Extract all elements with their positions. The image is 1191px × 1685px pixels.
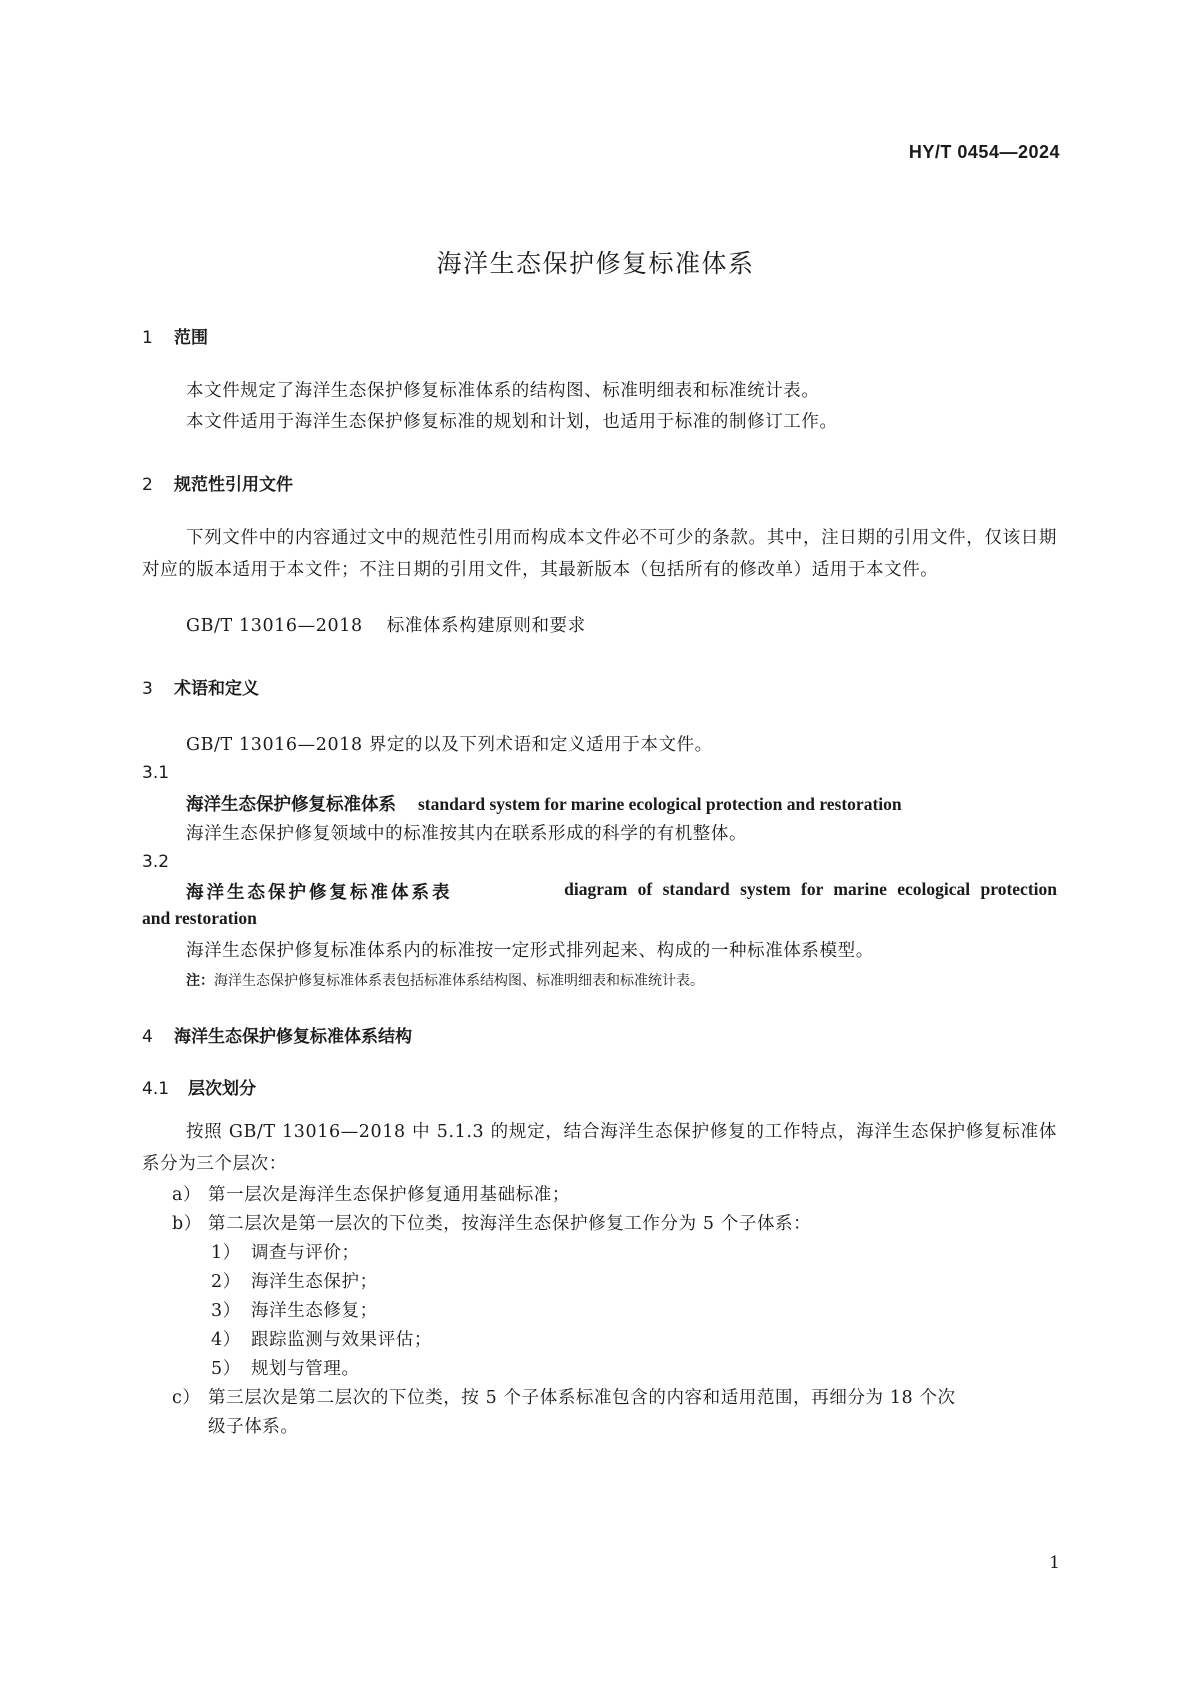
section-number: 4 xyxy=(142,1027,153,1047)
term-3-2-title xyxy=(186,879,1057,904)
section-number: 1 xyxy=(142,328,153,348)
section-title: 规范性引用文件 xyxy=(174,475,293,495)
list-item-text: 第二层次是第一层次的下位类，按海洋生态保护修复工作分为 5 个子体系： xyxy=(208,1214,812,1234)
section-title: 范围 xyxy=(174,328,208,348)
section-title: 层次划分 xyxy=(188,1079,256,1099)
section-title: 术语和定义 xyxy=(174,679,259,699)
normative-reference xyxy=(186,612,586,637)
term-3-1-number: 3.1 xyxy=(142,763,170,783)
section-3-intro: GB/T 13016—2018 界定的以及下列术语和定义适用于本文件。 xyxy=(186,735,713,755)
list-item-text: 第三层次是第二层次的下位类，按 5 个子体系标准包含的内容和适用范围，再细分为 18 个次 xyxy=(208,1388,956,1408)
list-item-text: 跟踪监测与效果评估； xyxy=(251,1330,432,1350)
term-3-2-title-continued xyxy=(142,908,257,929)
section-number: 2 xyxy=(142,475,153,495)
list-marker: 3） xyxy=(211,1301,241,1321)
term-english: standard system for marine ecological protection and restoration xyxy=(418,794,902,814)
section-4-1-heading xyxy=(142,1074,256,1099)
list-item-text: 规划与管理。 xyxy=(251,1359,360,1379)
note-label: 注： xyxy=(186,973,214,989)
sub-list-item xyxy=(211,1355,360,1380)
sub-list-item xyxy=(211,1297,378,1322)
list-marker: 1） xyxy=(211,1243,241,1263)
reference-title: 标准体系构建原则和要求 xyxy=(386,616,586,636)
term-3-1-title xyxy=(186,791,902,816)
section-4-1-paragraph: 按照 GB/T 13016—2018 中 5.1.3 的规定，结合海洋生态保护修复的工作特点，海洋生态保护修复标准体系分为三个层次： xyxy=(142,1122,1057,1174)
section-title: 海洋生态保护修复标准体系结构 xyxy=(174,1027,412,1047)
section-4-heading xyxy=(142,1022,412,1047)
section-number: 4.1 xyxy=(142,1079,170,1099)
list-item xyxy=(172,1384,956,1409)
sub-list-item xyxy=(211,1268,378,1293)
list-item xyxy=(172,1210,811,1235)
list-item-text: 第一层次是海洋生态保护修复通用基础标准； xyxy=(208,1185,570,1205)
list-marker: c） xyxy=(172,1388,201,1408)
term-3-2-note xyxy=(186,970,704,990)
list-item-text: 海洋生态修复； xyxy=(251,1301,378,1321)
term-3-2-definition: 海洋生态保护修复标准体系内的标准按一定形式排列起来、构成的一种标准体系模型。 xyxy=(186,941,874,961)
term-english: diagram of standard system for marine ecological protection xyxy=(564,879,1057,899)
list-item-text: 调查与评价； xyxy=(251,1243,360,1263)
sub-list-item xyxy=(211,1326,432,1351)
term-3-1-definition: 海洋生态保护修复领域中的标准按其内在联系形成的科学的有机整体。 xyxy=(186,824,748,844)
section-2-heading xyxy=(142,470,293,495)
list-item-text: 海洋生态保护； xyxy=(251,1272,378,1292)
page-number: 1 xyxy=(1049,1553,1060,1573)
document-title: 海洋生态保护修复标准体系 xyxy=(436,249,755,278)
term-chinese: 海洋生态保护修复标准体系表 xyxy=(186,883,453,903)
list-marker: 2） xyxy=(211,1272,241,1292)
reference-code: GB/T 13016—2018 xyxy=(186,616,363,636)
standard-code: HY/T 0454—2024 xyxy=(908,142,1060,162)
note-text: 海洋生态保护修复标准体系表包括标准体系结构图、标准明细表和标准统计表。 xyxy=(214,973,704,989)
list-marker: 5） xyxy=(211,1359,241,1379)
section-2-paragraph: 下列文件中的内容通过文中的规范性引用而构成本文件必不可少的条款。其中，注日期的引用文件，仅该日期对应的版本适用于本文件；不注日期的引用文件，其最新版本（包括所有的修改单）适用于本文件。 xyxy=(142,528,1057,580)
list-item xyxy=(172,1181,570,1206)
list-marker: 4） xyxy=(211,1330,241,1350)
section-1-paragraph-2: 本文件适用于海洋生态保护修复标准的规划和计划，也适用于标准的制修订工作。 xyxy=(186,412,838,432)
section-1-paragraph-1: 本文件规定了海洋生态保护修复标准体系的结构图、标准明细表和标准统计表。 xyxy=(186,381,820,401)
list-marker: a） xyxy=(172,1185,202,1205)
term-english-continued: and restoration xyxy=(142,908,257,928)
section-3-heading xyxy=(142,674,259,699)
section-1-heading xyxy=(142,323,208,348)
sub-list-item xyxy=(211,1239,360,1264)
term-chinese: 海洋生态保护修复标准体系 xyxy=(186,795,396,815)
section-number: 3 xyxy=(142,679,153,699)
list-marker: b） xyxy=(172,1214,202,1234)
term-3-2-number: 3.2 xyxy=(142,852,170,872)
list-item-continuation: 级子体系。 xyxy=(208,1417,299,1437)
